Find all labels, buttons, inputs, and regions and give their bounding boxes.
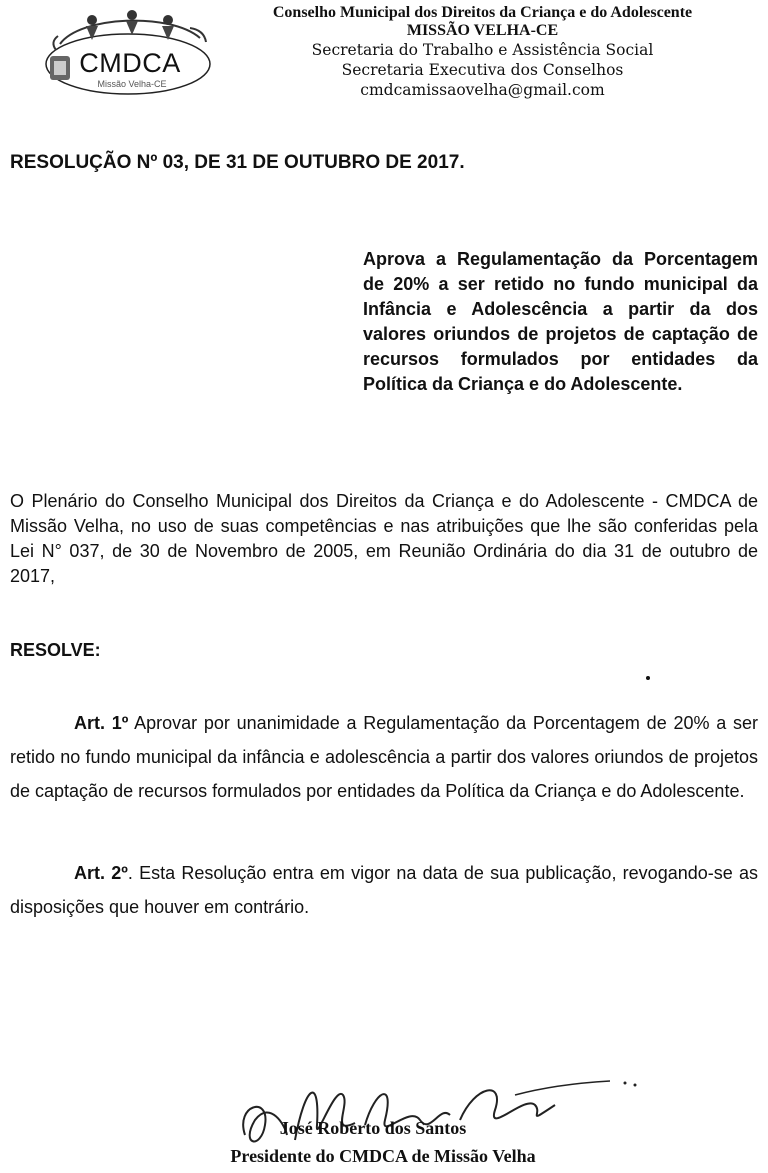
article-2 [10,856,758,924]
stray-mark [646,676,650,680]
resolution-summary: Aprova a Regulamentação da Porcentagem de 20% a ser retido no fundo municipal da Infância e Adolescência a partir da dos valores oriundos de projetos de captação de recursos formulados por entidades da Política da Criança e do Adolescente. [363,249,758,394]
preamble-paragraph: O Plenário do Conselho Municipal dos Direitos da Criança e do Adolescente - CMDCA de Missão Velha, no uso de suas competências e nas atribuições que lhe são conferidas pela Lei N° 037, de 30 de Novembro de 2005, em Reunião Ordinária do dia 31 de outubro de 2017, [10,491,758,586]
article-1 [10,706,758,808]
article-1-text: Aprovar por unanimidade a Regulamentação da Porcentagem de 20% a ser retido no fundo municipal da infância e adolescência a partir dos valores oriundos de projetos de captação de recursos formulados por entidades da Política da Criança e do Adolescente. [10,713,758,801]
secretariat-name: Secretaria do Trabalho e Assistência Social [311,41,654,59]
email-address: cmdcamissaovelha@gmail.com [360,81,605,99]
article-1-label: Art. 1º [74,713,129,733]
signatory-name: José Roberto dos Santos [279,1118,467,1138]
council-name: Conselho Municipal dos Direitos da Criança e do Adolescente [272,4,693,21]
signatory-role: Presidente do CMDCA de Missão Velha [230,1146,536,1166]
article-2-text: . Esta Resolução entra em vigor na data de sua publicação, revogando-se as disposições que houver em contrário. [10,863,759,917]
logo-subtext: Missão Velha-CE [97,79,167,89]
resolution-title: RESOLUÇÃO Nº 03, DE 31 DE OUTUBRO DE 2017. [10,152,465,173]
logo-text: CMDCA [79,48,181,78]
city-name: MISSÃO VELHA-CE [406,22,559,39]
article-2-label: Art. 2º [74,863,128,883]
executive-secretariat: Secretaria Executiva dos Conselhos [341,61,624,79]
resolve-heading: RESOLVE: [10,640,101,660]
